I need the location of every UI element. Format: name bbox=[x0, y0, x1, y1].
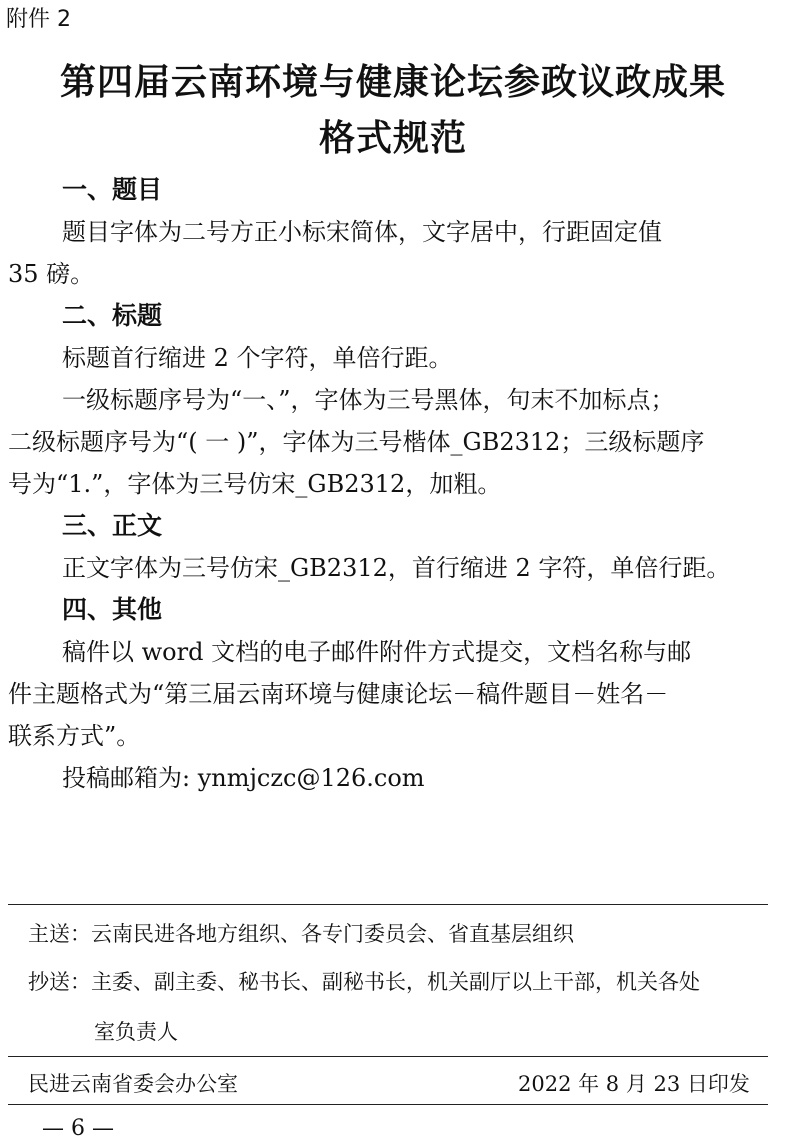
footer-middle-rule bbox=[8, 1056, 768, 1057]
section-4-line-3: 联系方式”。 bbox=[8, 722, 141, 750]
section-4-heading: 四、其他 bbox=[62, 595, 163, 624]
document-title-line-1: 第四届云南环境与健康论坛参政议政成果 bbox=[59, 61, 726, 103]
section-2-heading: 二、标题 bbox=[62, 301, 163, 330]
issue-date: 2022 年 8 月 23 日印发 bbox=[518, 1072, 750, 1096]
document-title-line-2: 格式规范 bbox=[318, 117, 467, 159]
zhusong-line: 主送：云南民进各地方组织、各专门委员会、省直基层组织 bbox=[28, 922, 574, 946]
chaosong-line-2: 室负责人 bbox=[94, 1020, 178, 1044]
attachment-label: 附件 2 bbox=[6, 7, 71, 32]
section-4-line-2: 件主题格式为“第三届云南环境与健康论坛－稿件题目－姓名－ bbox=[8, 680, 669, 708]
issuer-name: 民进云南省委会办公室 bbox=[28, 1072, 238, 1096]
section-2-para-2-line-3: 号为“1.”，字体为三号仿宋_GB2312，加粗。 bbox=[8, 470, 502, 498]
footer-bottom-rule bbox=[8, 1104, 768, 1105]
submission-email-line: 投稿邮箱为: ynmjczc@126.com bbox=[62, 764, 425, 792]
section-2-para-2-line-2: 二级标题序号为“( 一 )”，字体为三号楷体_GB2312；三级标题序 bbox=[8, 428, 705, 456]
section-3-heading: 三、正文 bbox=[62, 511, 163, 540]
page-number: — 6 — bbox=[42, 1116, 114, 1141]
section-4-line-1: 稿件以 word 文档的电子邮件附件方式提交，文档名称与邮 bbox=[62, 638, 692, 666]
chaosong-line-1: 抄送：主委、副主委、秘书长、副秘书长，机关副厅以上干部，机关各处 bbox=[28, 970, 700, 994]
section-1-line-2: 35 磅。 bbox=[8, 260, 95, 288]
section-2-para-1: 标题首行缩进 2 个字符，单倍行距。 bbox=[62, 344, 453, 372]
section-1-heading: 一、题目 bbox=[62, 175, 163, 204]
section-1-line-1: 题目字体为二号方正小标宋简体，文字居中，行距固定值 bbox=[62, 218, 662, 246]
footer-top-rule bbox=[8, 904, 768, 905]
section-2-para-2-line-1: 一级标题序号为“一、”，字体为三号黑体，句末不加标点； bbox=[62, 386, 675, 414]
section-3-para-1: 正文字体为三号仿宋_GB2312，首行缩进 2 字符，单倍行距。 bbox=[62, 554, 731, 582]
